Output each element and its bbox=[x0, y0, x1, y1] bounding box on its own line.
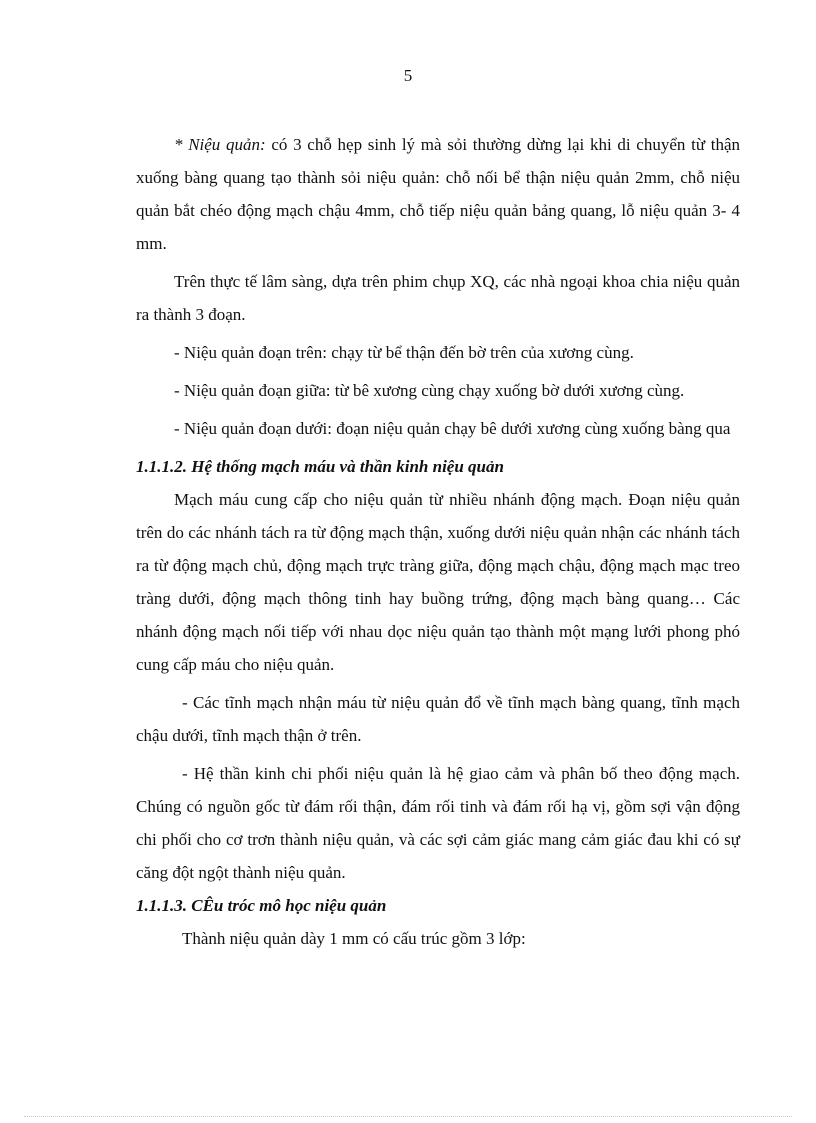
heading-blood-supply: 1.1.1.2. Hệ thống mạch máu và thần kinh niệu quản bbox=[136, 457, 504, 476]
paragraph-arterial-supply: Mạch máu cung cấp cho niệu quản từ nhiều nhánh động mạch. Đoạn niệu quản trên do các nhánh tách ra từ động mạch thận, xuống dưới niệu quản nhận các nhánh tách ra từ động mạch chủ, động mạch trực tràng giữa, động mạch chậu, động mạch mạc treo tràng dưới, động mạch thông tinh hay buồng trứng, động mạch bàng quang… Các nhánh động mạch nối tiếp với nhau dọc niệu quản tạo thành một mạng lưới phong phó cung cấp máu cho niệu quản. bbox=[136, 490, 740, 674]
paragraph-upper-segment: - Niệu quản đoạn trên: chạy từ bể thận đến bờ trên của xương cùng. bbox=[174, 343, 634, 362]
ureter-text: có 3 chỗ hẹp sinh lý mà sỏi thường dừng lại khi di chuyển từ thận xuống bàng quang tạo thành sỏi niệu quản: chỗ nối bể thận niệu quản 2mm, chỗ niệu quản bắt chéo động mạch chậu 4mm, chỗ tiếp niệu quản bảng quang, lỗ niệu quản 3- 4 mm. bbox=[136, 135, 740, 253]
paragraph-lower-segment: - Niệu quản đoạn dưới: đoạn niệu quản chạy bê dưới xương cùng xuống bàng qua bbox=[174, 419, 731, 438]
paragraph-middle-segment: - Niệu quản đoạn giữa: từ bê xương cùng chạy xuống bờ dưới xương cùng. bbox=[174, 381, 685, 400]
paragraph-innervation: - Hệ thần kinh chi phối niệu quản là hệ giao cảm và phân bố theo động mạch. Chúng có nguồn gốc từ đám rối thận, đám rối tinh và đám rối hạ vị, gồm sợi vận động chi phối cho cơ trơn thành niệu quản, và các sợi cảm giác mang cảm giác đau khi có sự căng đột ngột thành niệu quản. bbox=[136, 764, 740, 882]
paragraph-ureter-narrowings bbox=[136, 128, 740, 260]
ureter-label: * Niệu quản: bbox=[174, 135, 266, 154]
page-number: 5 bbox=[403, 66, 413, 85]
paragraph-clinical-division: Trên thực tế lâm sàng, dựa trên phim chụp XQ, các nhà ngoại khoa chia niệu quản ra thành 3 đoạn. bbox=[136, 272, 740, 324]
heading-histology: 1.1.1.3. CÊu tróc mô học niệu quản bbox=[136, 896, 387, 915]
paragraph-venous-drainage: - Các tĩnh mạch nhận máu từ niệu quản đổ về tĩnh mạch bàng quang, tĩnh mạch chậu dưới, tĩnh mạch thận ở trên. bbox=[136, 693, 740, 745]
page-bottom-rule bbox=[24, 1116, 792, 1117]
document-body bbox=[136, 128, 740, 955]
paragraph-wall-layers: Thành niệu quản dày 1 mm có cấu trúc gồm 3 lớp: bbox=[182, 929, 526, 948]
